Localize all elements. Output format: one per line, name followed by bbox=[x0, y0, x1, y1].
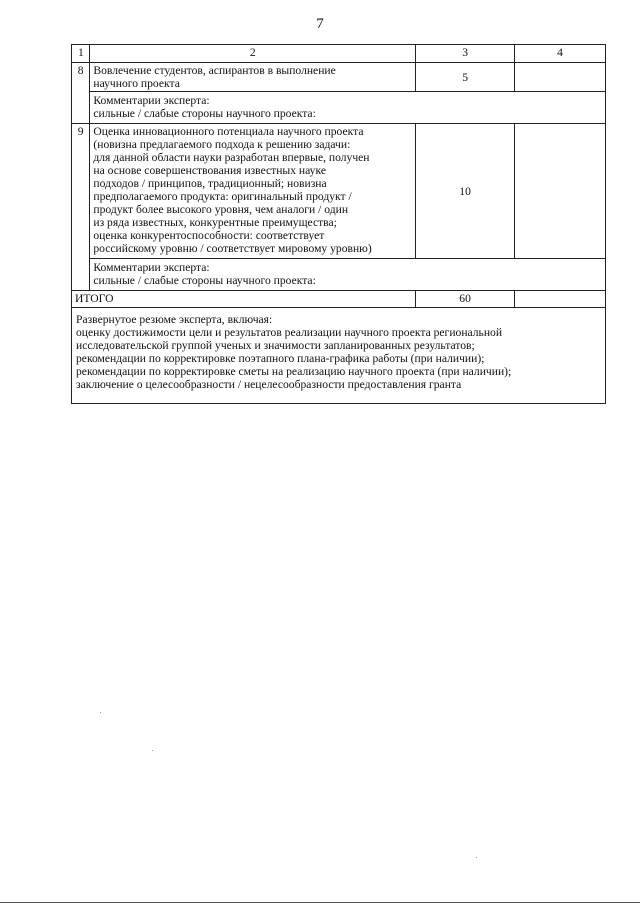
row-8-expert-comment[interactable] bbox=[90, 92, 606, 124]
summary-line: заключение о целесообразности / нецелесообразности предоставления гранта bbox=[76, 378, 462, 391]
row-9-expert-score-cell[interactable] bbox=[515, 124, 606, 259]
summary-line: рекомендации по корректировке поэтапного плана-графика работы (при наличии); bbox=[76, 352, 485, 365]
page-number: 7 bbox=[316, 16, 324, 32]
criterion-line: подходов / принципов, традиционный; новизна bbox=[93, 177, 327, 190]
scan-speck bbox=[152, 750, 153, 751]
table-row-9 bbox=[72, 124, 606, 259]
summary-line: исследовательской группой ученых и значимости запланированных результатов; bbox=[76, 339, 475, 352]
header-col-4: 4 bbox=[515, 45, 606, 63]
row-9-criterion bbox=[90, 124, 416, 259]
row-9-max-score: 10 bbox=[416, 124, 515, 259]
total-label: ИТОГО bbox=[72, 291, 416, 308]
table-row-9-comment bbox=[72, 259, 606, 291]
comment-line: Комментарии эксперта: bbox=[93, 94, 210, 107]
total-expert-score-cell[interactable] bbox=[515, 291, 606, 308]
scan-speck bbox=[476, 857, 477, 858]
criterion-line: на основе совершенствования известных науке bbox=[93, 164, 326, 177]
criterion-line: предполагаемого продукта: оригинальный продукт / bbox=[93, 190, 352, 203]
row-8-criterion bbox=[90, 63, 416, 92]
comment-line: сильные / слабые стороны научного проекта: bbox=[93, 274, 316, 287]
expert-summary[interactable] bbox=[72, 308, 606, 404]
comment-line: сильные / слабые стороны научного проекта: bbox=[93, 107, 316, 120]
header-col-1: 1 bbox=[72, 45, 90, 63]
row-9-expert-comment[interactable] bbox=[90, 259, 606, 291]
criterion-line: для данной области науки разработан впервые, получен bbox=[93, 151, 370, 164]
criterion-line: Оценка инновационного потенциала научного проекта bbox=[93, 125, 364, 138]
comment-line: Комментарии эксперта: bbox=[93, 261, 210, 274]
criterion-line: Вовлечение студентов, аспирантов в выполнение bbox=[93, 64, 336, 77]
scan-speck bbox=[100, 712, 101, 713]
row-8-expert-score-cell[interactable] bbox=[515, 63, 606, 92]
row-9-number: 9 bbox=[72, 124, 90, 291]
scan-bottom-edge bbox=[0, 902, 640, 903]
summary-line: рекомендации по корректировке сметы на реализацию научного проекта (при наличии); bbox=[76, 365, 512, 378]
table-row-8 bbox=[72, 63, 606, 92]
summary-line: оценку достижимости цели и результатов реализации научного проекта региональной bbox=[76, 326, 503, 339]
header-col-2: 2 bbox=[90, 45, 416, 63]
table-row-8-comment bbox=[72, 92, 606, 124]
header-col-3: 3 bbox=[416, 45, 515, 63]
total-max-score: 60 bbox=[416, 291, 515, 308]
row-8-number: 8 bbox=[72, 63, 90, 124]
table-header-row bbox=[72, 45, 606, 63]
table-row-summary bbox=[72, 308, 606, 404]
expert-evaluation-table bbox=[71, 44, 606, 404]
criterion-line: (новизна предлагаемого подхода к решению задачи: bbox=[93, 138, 351, 151]
criterion-line: оценка конкурентоспособности: соответствует bbox=[93, 229, 325, 242]
criterion-line: из ряда известных, конкурентные преимущества; bbox=[93, 216, 337, 229]
criterion-line: российскому уровню / соответствует мировому уровню) bbox=[93, 242, 372, 255]
row-8-max-score: 5 bbox=[416, 63, 515, 92]
criterion-line: научного проекта bbox=[93, 77, 180, 90]
summary-line: Развернутое резюме эксперта, включая: bbox=[76, 313, 273, 326]
criterion-line: продукт более высокого уровня, чем аналоги / один bbox=[93, 203, 349, 216]
table-row-total bbox=[72, 291, 606, 308]
